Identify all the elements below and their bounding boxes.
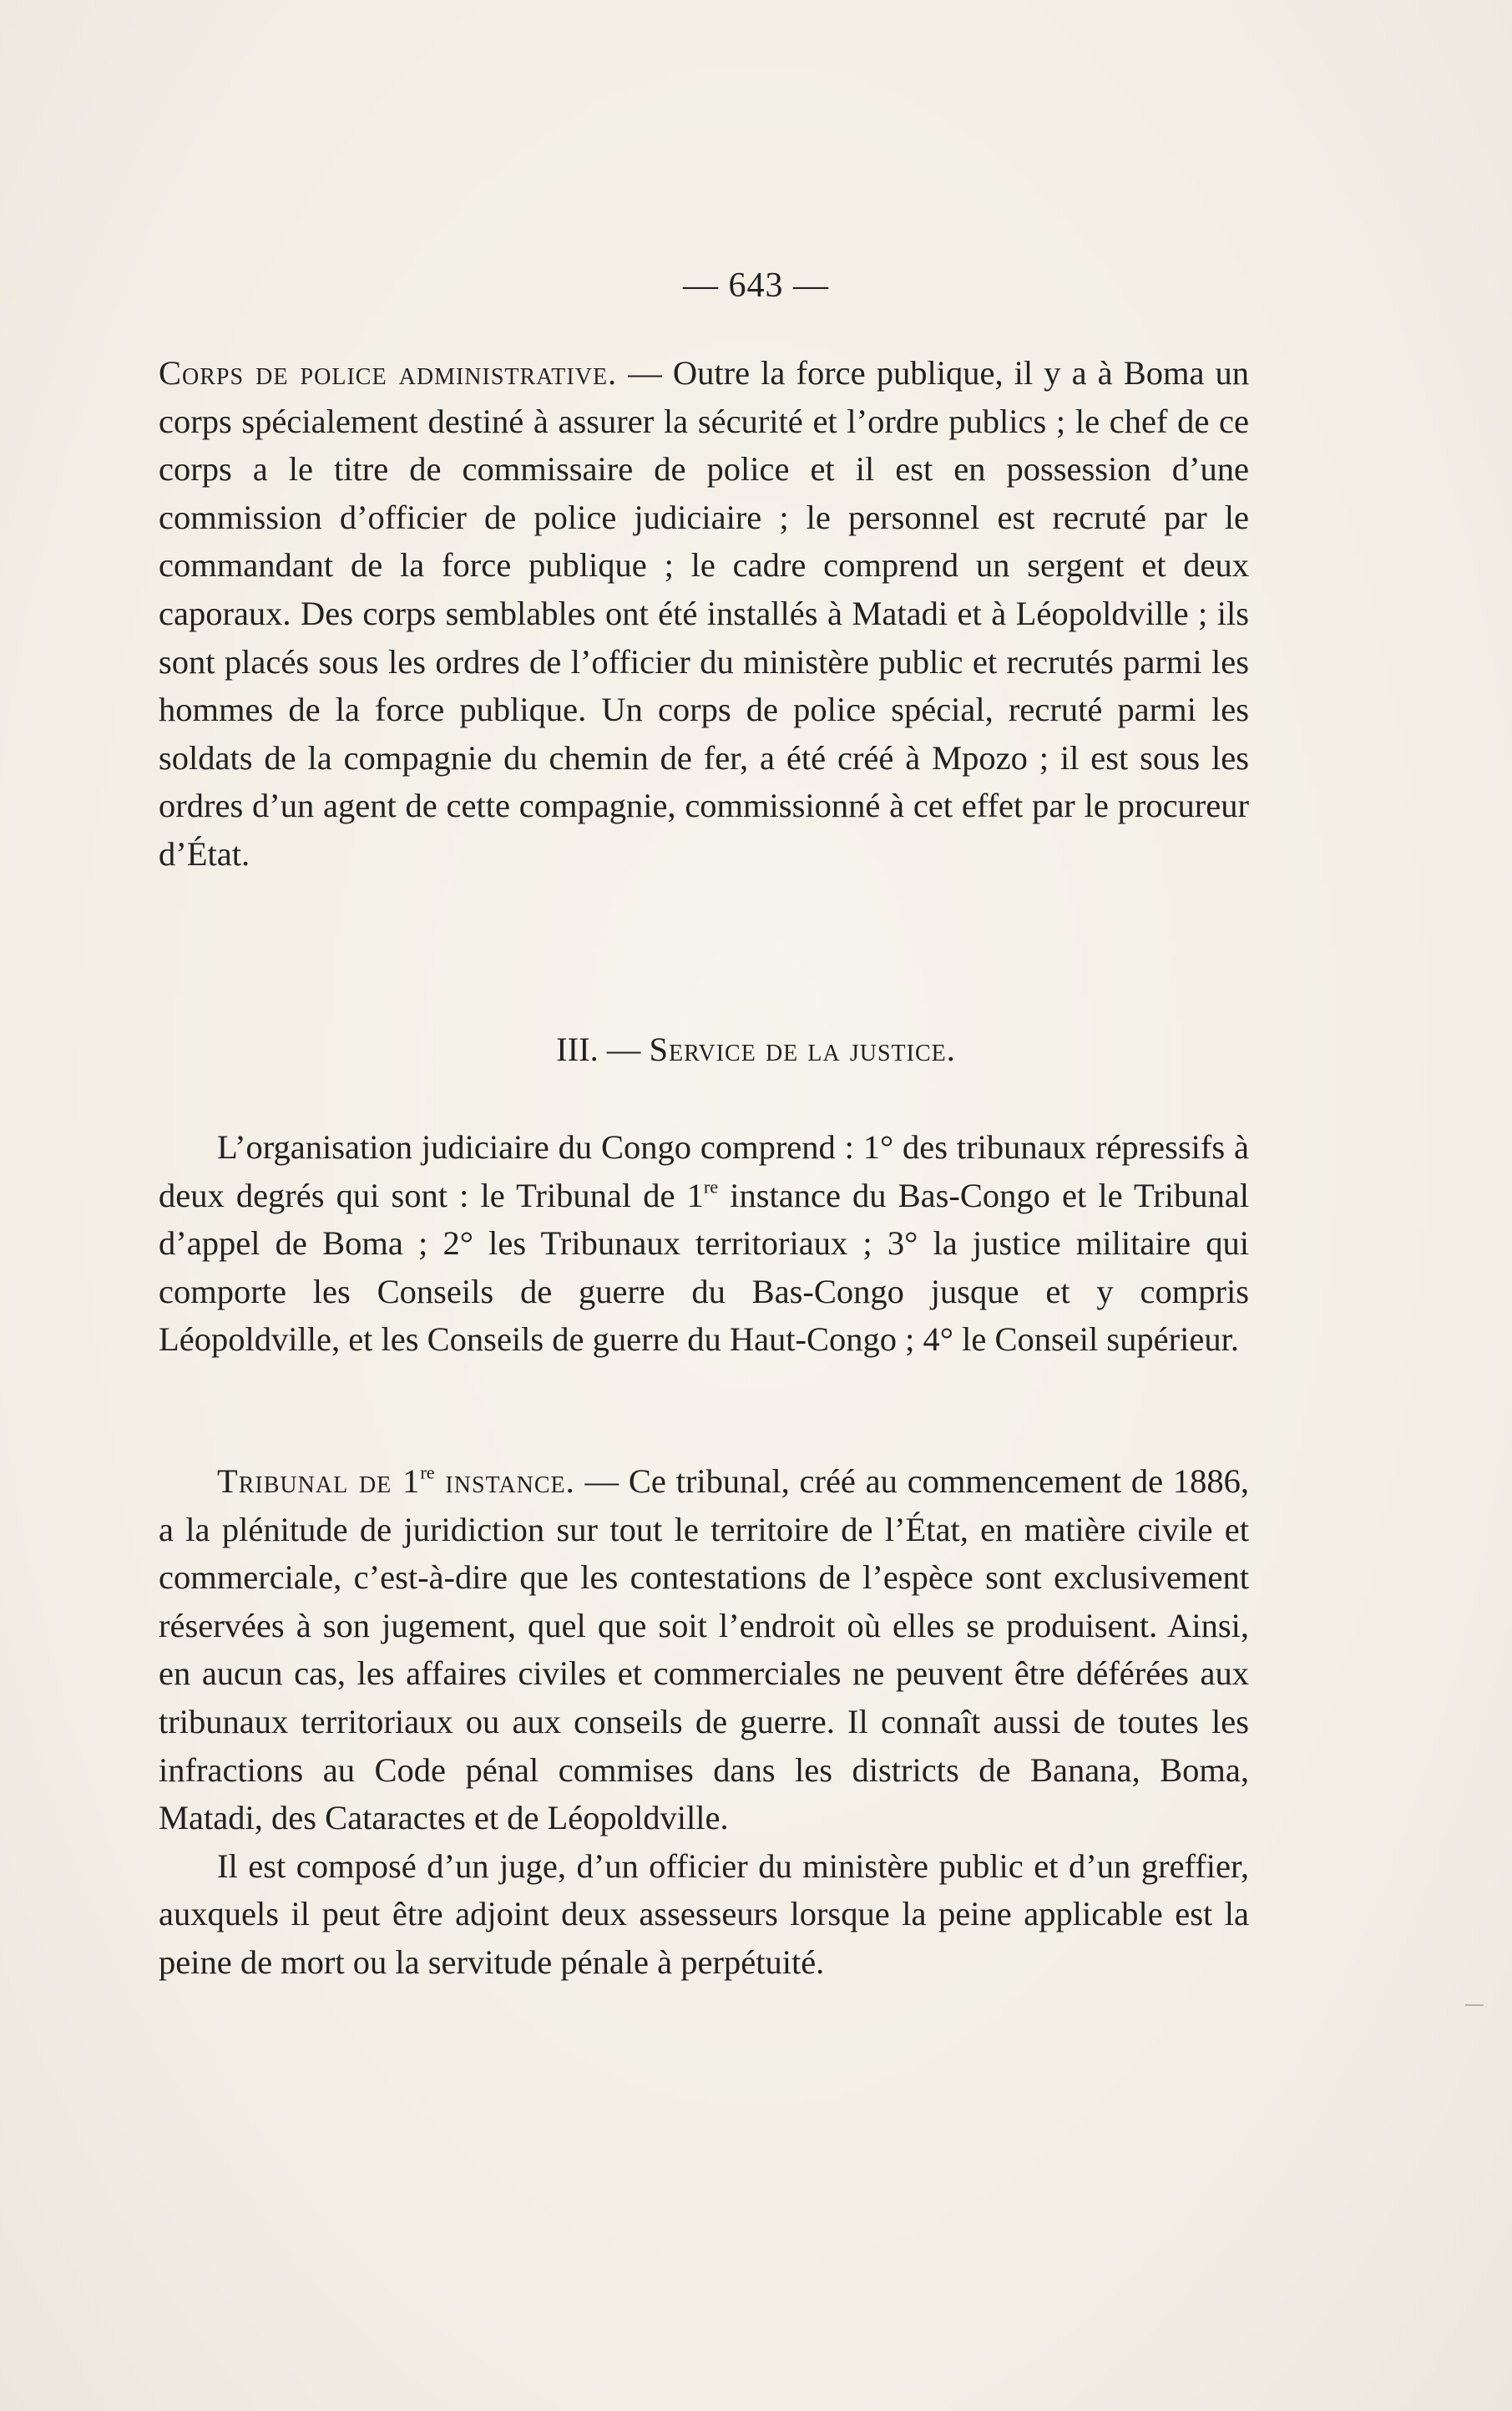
police-text: Outre la force publique, il y a à Boma un corps spécialement destiné à assurer la sécurité et l’ordre publics ; le chef de ce corps a le titre de commissaire de police et il est en possession d’une commission d’officier de police judiciaire ; le personnel est recruté par le commandant de la force publique ; le cadre comprend un sergent et deux caporaux. Des corps semblables ont été installés à Matadi et à Léopoldville ; ils sont placés sous les ordres de l’officier du ministère public et recrutés parmi les hommes de la force publique. Un corps de police spécial, recruté parmi les soldats de la compagnie du chemin de fer, a été créé à Mpozo ; il est sous les ordres d’un agent de cette compagnie, commissionné à cet effet par le procureur d’État.: [159, 354, 1250, 873]
tribunal-composition-paragraph: Il est composé d’un juge, d’un officier du ministère public et d’un greffier, auxquels il peut être adjoint deux assesseurs lorsque la peine applicable est la peine de mort ou la servitude pénale à perpétuité.: [159, 1846, 1249, 1981]
police-heading: Corps de police administrative.: [159, 354, 618, 392]
police-dash: —: [617, 354, 673, 392]
organisation-text-1: L’organisation judiciaire du Congo comprend : 1° des tribunaux répressifs à deux degrés qui sont : le Tribunal de 1: [159, 1128, 1249, 1214]
section-dash: —: [598, 1031, 650, 1068]
section-number: III.: [556, 1031, 599, 1068]
organisation-section: [159, 1123, 1249, 1364]
police-section: [159, 349, 1249, 879]
tribunal-text: Ce tribunal, créé au commencement de 1886, a la plénitude de juridiction sur tout le territoire de l’État, en matière civile et commerciale, c’est-à-dire que les contestations de l’espèce sont exclusivement réservées à son jugement, quel que soit l’endroit où elles se produisent. Ainsi, en aucun cas, les affaires civiles et commerciales ne peuvent être déférées aux tribunaux territoriaux ou aux conseils de guerre. Il connaît aussi de toutes les infractions au Code pénal commises dans les districts de Banana, Boma, Matadi, des Cataractes et de Léopoldville.: [159, 1462, 1249, 1837]
organisation-paragraph: [159, 1123, 1249, 1364]
section-title: Service de la justice.: [649, 1031, 956, 1068]
organisation-superscript: re: [703, 1175, 719, 1197]
organisation-text-2: instance du Bas-Congo et le Tribunal d’appel de Boma ; 2° les Tribunaux territoriaux ; 3° la justice militaire qui comporte les Conseils de guerre du Bas-Congo jusque et y compris Léopoldville, et les Conseils de guerre du Haut-Congo ; 4° le Conseil supérieur.: [159, 1176, 1249, 1359]
justice-section-title: [0, 1026, 1512, 1074]
margin-mark: [1465, 2004, 1484, 2006]
tribunal-section: [159, 1457, 1249, 1987]
page-number: — 643 —: [683, 266, 829, 305]
tribunal-dash: —: [574, 1462, 629, 1500]
tribunal-heading-superscript: re: [420, 1461, 435, 1483]
tribunal-paragraph: [159, 1457, 1249, 1842]
tribunal-heading-start: Tribunal de 1: [217, 1462, 421, 1500]
police-paragraph: [159, 349, 1249, 879]
tribunal-heading-end: instance.: [434, 1462, 575, 1500]
